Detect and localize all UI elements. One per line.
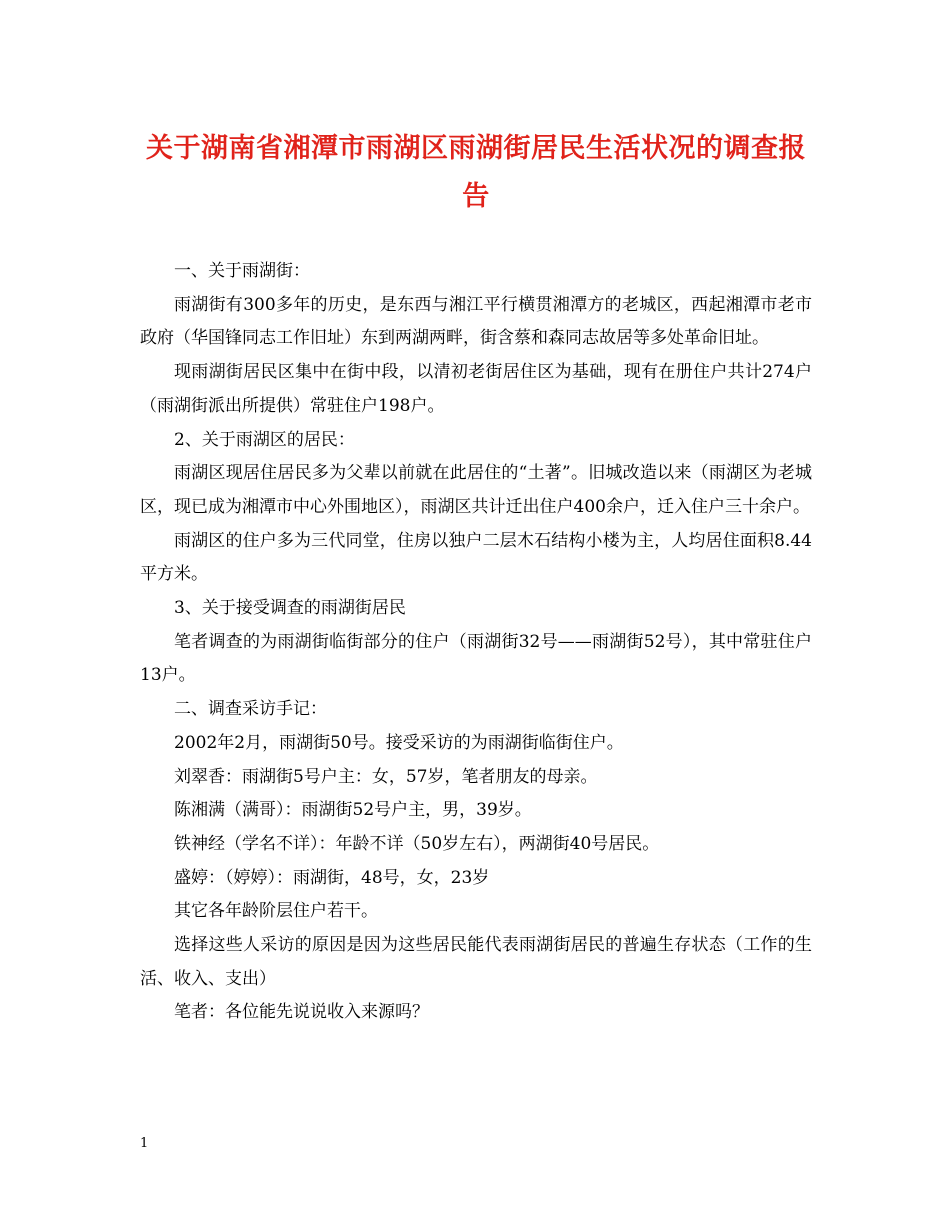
paragraph: 雨湖街有300多年的历史，是东西与湘江平行横贯湘潭方的老城区，西起湘潭市老市政府（华国锋同志工作旧址）东到两湖两畔，街含蔡和森同志故居等多处革命旧址。 [140,294,812,349]
paragraph-subheading: 2、关于雨湖区的居民： [174,429,355,450]
paragraph: 雨湖区的住户多为三代同堂，住房以独户二层木石结构小楼为主，人均居住面积8.44平方米。 [140,530,812,585]
paragraph: 2002年2月，雨湖街50号。接受采访的为雨湖街临街住户。 [174,732,624,753]
paragraph-section-2-heading: 二、调查采访手记： [174,699,327,720]
paragraph: 雨湖区现居住居民多为父辈以前就在此居住的“土著”。旧城改造以来（雨湖区为老城区，现已成为湘潭市中心外围地区），雨湖区共计迁出住户400余户，迁入住户三十余户。 [140,463,812,517]
paragraph-interviewee: 铁神经（学名不详）：年龄不详（50岁左右），两湖街40号居民。 [174,833,660,854]
paragraph-interviewee: 陈湘满（满哥）：雨湖街52号户主，男，39岁。 [174,800,532,821]
paragraph-section-1-heading: 一、关于雨湖街： [174,261,310,281]
paragraph: 其它各年龄阶层住户若干。 [174,901,378,922]
paragraph-question: 笔者：各位能先说说收入来源吗？ [174,1002,429,1023]
document-title: 关于湖南省湘潭市雨湖区雨湖街居民生活状况的调查报告 [146,133,806,212]
paragraph-interviewee: 刘翠香：雨湖街5号户主：女，57岁，笔者朋友的母亲。 [174,766,598,787]
page-number: 1 [140,1136,149,1151]
paragraph: 笔者调查的为雨湖街临街部分的住户（雨湖街32号——雨湖街52号），其中常驻住户13户。 [140,631,812,686]
document-body [140,255,812,1030]
paragraph-interviewee: 盛婷：（婷婷）：雨湖街，48号，女，23岁 [174,867,490,888]
paragraph: 选择这些人采访的原因是因为这些居民能代表雨湖街居民的普遍生存状态（工作的生活、收入、支出） [140,935,812,989]
paragraph: 现雨湖街居民区集中在街中段，以清初老街居住区为基础，现有在册住户共计274户（雨湖街派出所提供）常驻住户198户。 [140,362,812,416]
paragraph-subheading: 3、关于接受调查的雨湖街居民 [174,598,406,619]
